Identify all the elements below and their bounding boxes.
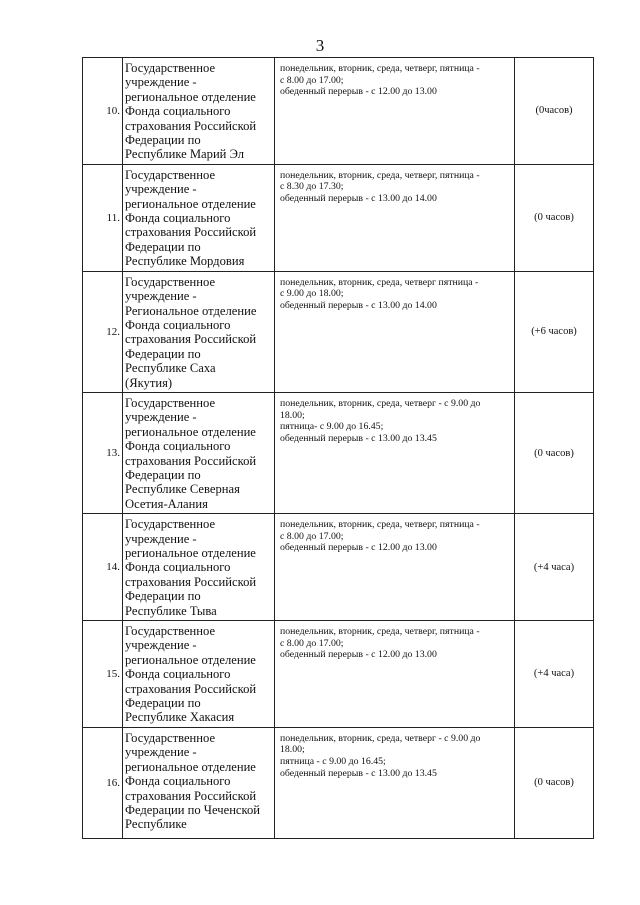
row-number: 12.: [83, 271, 123, 392]
page-number: 3: [315, 36, 325, 55]
organization-name: Государственное учреждение - региональное отделение Фонда социального страхования Российской Федерации по Республике Северная Осетия-Алания: [123, 392, 275, 513]
working-hours: понедельник, вторник, среда, четверг, пятница - с 8.00 до 17.00; обеденный перерыв - с 12.00 до 13.00: [275, 514, 515, 621]
working-hours: понедельник, вторник, среда, четверг - с 9.00 до 18.00; пятница - с 9.00 до 16.45; обеденный перерыв - с 13.00 до 13.45: [275, 727, 515, 838]
time-offset: (0 часов): [515, 164, 594, 271]
working-hours: понедельник, вторник, среда, четверг, пятница - с 8.00 до 17.00; обеденный перерыв - с 12.00 до 13.00: [275, 58, 515, 165]
row-number: 11.: [83, 164, 123, 271]
time-offset: (+4 часа): [515, 514, 594, 621]
table-row: [83, 727, 594, 838]
working-hours: понедельник, вторник, среда, четверг, пятница - с 8.00 до 17.00; обеденный перерыв - с 12.00 до 13.00: [275, 621, 515, 728]
working-hours: понедельник, вторник, среда, четверг пятница - с 9.00 до 18.00; обеденный перерыв - с 13.00 до 14.00: [275, 271, 515, 392]
row-number: 14.: [83, 514, 123, 621]
table-row: [83, 514, 594, 621]
time-offset: (+4 часа): [515, 621, 594, 728]
table-row: [83, 271, 594, 392]
table-row: [83, 621, 594, 728]
table-row: [83, 164, 594, 271]
organization-name: Государственное учреждение - региональное отделение Фонда социального страхования Российской Федерации по Республике Тыва: [123, 514, 275, 621]
row-number: 10.: [83, 58, 123, 165]
time-offset: (0 часов): [515, 727, 594, 838]
working-hours: понедельник, вторник, среда, четверг - с 9.00 до 18.00; пятница- с 9.00 до 16.45; обеденный перерыв - с 13.00 до 13.45: [275, 392, 515, 513]
table-row: [83, 392, 594, 513]
row-number: 16.: [83, 727, 123, 838]
organization-name: Государственное учреждение - региональное отделение Фонда социального страхования Российской Федерации по Чеченской Республике: [123, 727, 275, 838]
schedule-table: [82, 57, 594, 839]
row-number: 13.: [83, 392, 123, 513]
working-hours: понедельник, вторник, среда, четверг, пятница - с 8.30 до 17.30; обеденный перерыв - с 13.00 до 14.00: [275, 164, 515, 271]
time-offset: (0часов): [515, 58, 594, 165]
organization-name: Государственное учреждение - Региональное отделение Фонда социального страхования Российской Федерации по Республике Саха (Якутия): [123, 271, 275, 392]
organization-name: Государственное учреждение - региональное отделение Фонда социального страхования Российской Федерации по Республике Мордовия: [123, 164, 275, 271]
time-offset: (+6 часов): [515, 271, 594, 392]
organization-name: Государственное учреждение - региональное отделение Фонда социального страхования Российской Федерации по Республике Марий Эл: [123, 58, 275, 165]
organization-name: Государственное учреждение - региональное отделение Фонда социального страхования Российской Федерации по Республике Хакасия: [123, 621, 275, 728]
time-offset: (0 часов): [515, 392, 594, 513]
row-number: 15.: [83, 621, 123, 728]
table-row: [83, 58, 594, 165]
